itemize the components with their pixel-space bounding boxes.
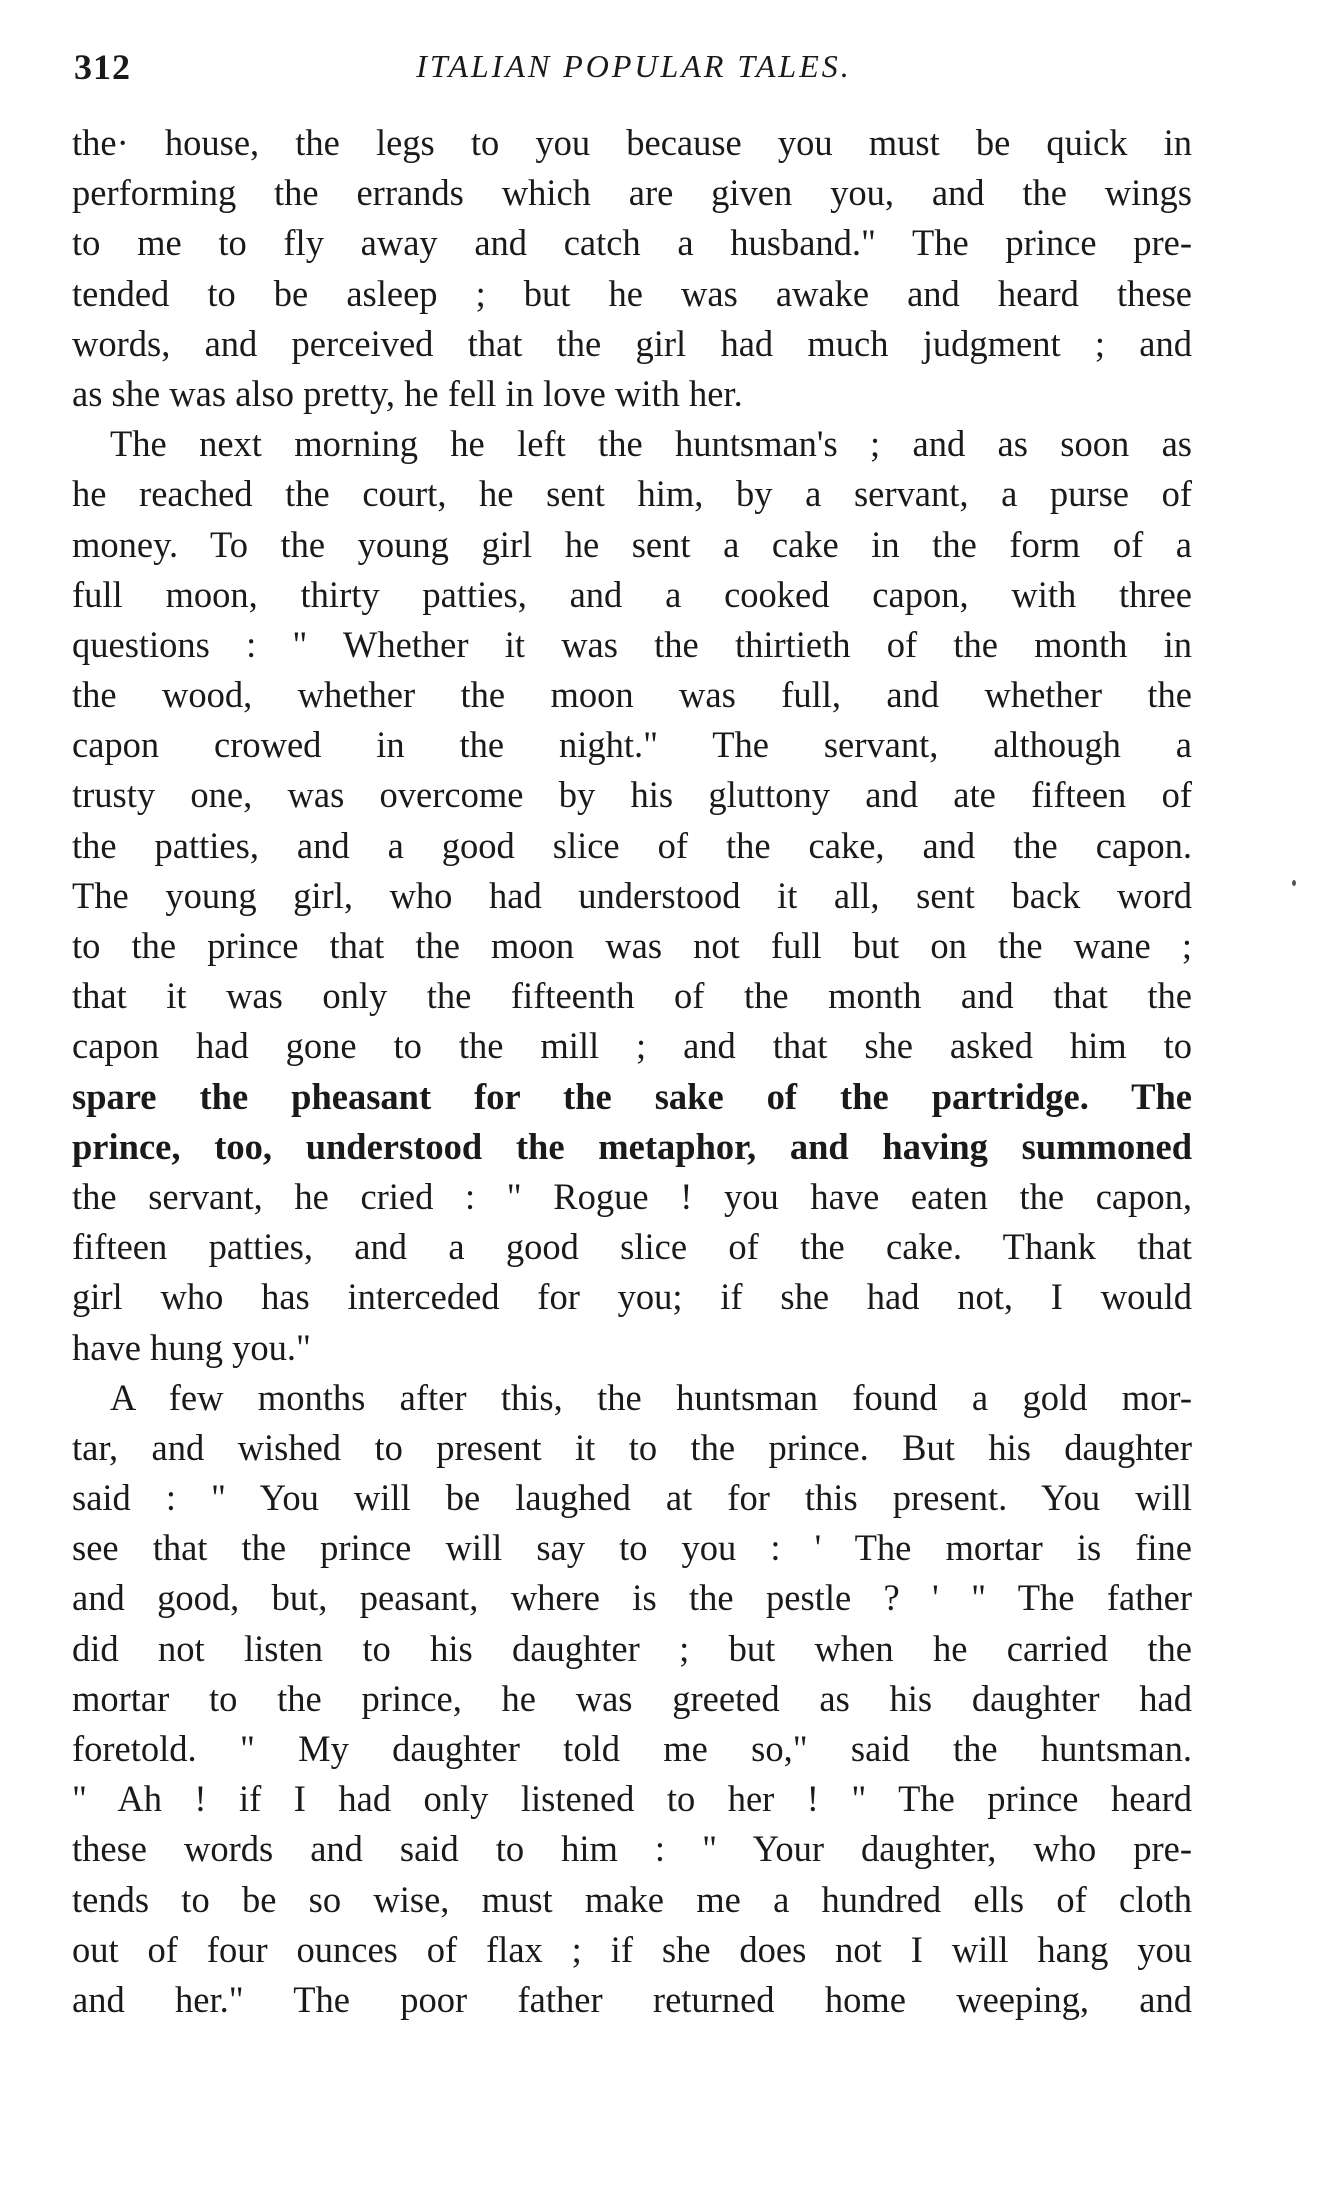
page-number: 312 — [74, 47, 131, 87]
text-line: capon crowed in the night." The servant, although a — [72, 724, 1192, 766]
text-line: tended to be asleep ; but he was awake and heard these — [72, 272, 1192, 314]
text-line: " Ah ! if I had only listened to her ! " The prince heard — [72, 1778, 1192, 1820]
text-line: the servant, he cried : " Rogue ! you have eaten the capon, — [72, 1175, 1192, 1217]
text-line: questions : " Whether it was the thirtieth of the month in — [72, 623, 1192, 665]
text-line: words, and perceived that the girl had much judgment ; and — [72, 322, 1192, 364]
text-line: and her." The poor father returned home weeping, and — [72, 1978, 1192, 2020]
text-line: that it was only the fifteenth of the month and that the — [72, 975, 1192, 1017]
text-line: tar, and wished to present it to the prince. But his daughter — [72, 1426, 1192, 1468]
text-line: see that the prince will say to you : ' The mortar is fine — [72, 1527, 1192, 1569]
text-line: trusty one, was overcome by his gluttony and ate fifteen of — [72, 774, 1192, 816]
text-line: performing the errands which are given you, and the wings — [72, 172, 1192, 214]
text-line: and good, but, peasant, where is the pestle ? ' " The father — [72, 1577, 1192, 1619]
text-line: to the prince that the moon was not full but on the wane ; — [72, 925, 1192, 966]
text-line: said : " You will be laughed at for this present. You will — [72, 1477, 1192, 1519]
running-head — [74, 46, 1194, 96]
text-line: did not listen to his daughter ; but when he carried the — [72, 1627, 1192, 1669]
text-line: out of four ounces of flax ; if she does not I will hang you — [72, 1928, 1192, 1970]
text-line: the wood, whether the moon was full, and whether the — [72, 674, 1192, 716]
text-line: The young girl, who had understood it all, sent back word — [72, 874, 1192, 916]
paragraph — [72, 1373, 1192, 2025]
text-line: girl who has interceded for you; if she had not, I would — [72, 1276, 1192, 1318]
text-line: the· house, the legs to you because you must be quick in — [72, 122, 1192, 163]
text-line: The next morning he left the huntsman's ; and as soon as — [110, 423, 1192, 465]
text-line: as she was also pretty, he fell in love with her. — [72, 372, 743, 414]
text-line: money. To the young girl he sent a cake in the form of a — [72, 523, 1192, 565]
text-line: mortar to the prince, he was greeted as his daughter had — [72, 1677, 1192, 1719]
text-line: foretold. " My daughter told me so," said the huntsman. — [72, 1728, 1192, 1769]
margin-speck — [1292, 880, 1296, 886]
text-line: these words and said to him : " Your daughter, who pre- — [72, 1828, 1192, 1870]
paragraph — [72, 419, 1192, 1373]
text-line: capon had gone to the mill ; and that she asked him to — [72, 1025, 1192, 1067]
text-line: the patties, and a good slice of the cake, and the capon. — [72, 824, 1192, 866]
text-line: A few months after this, the huntsman found a gold mor- — [110, 1376, 1192, 1418]
text-line: prince, too, understood the metaphor, and having summoned — [72, 1125, 1192, 1167]
text-line: have hung you." — [72, 1326, 311, 1368]
text-line: tends to be so wise, must make me a hundred ells of cloth — [72, 1878, 1192, 1920]
text-line: full moon, thirty patties, and a cooked capon, with three — [72, 573, 1192, 615]
text-line: fifteen patties, and a good slice of the cake. Thank that — [72, 1226, 1192, 1268]
running-title: ITALIAN POPULAR TALES. — [416, 48, 852, 84]
text-line: to me to fly away and catch a husband." The prince pre- — [72, 222, 1192, 264]
text-line: spare the pheasant for the sake of the partridge. The — [72, 1075, 1192, 1117]
text-line: he reached the court, he sent him, by a servant, a purse of — [72, 473, 1192, 515]
body-text — [72, 118, 1192, 2025]
paragraph — [72, 118, 1192, 419]
